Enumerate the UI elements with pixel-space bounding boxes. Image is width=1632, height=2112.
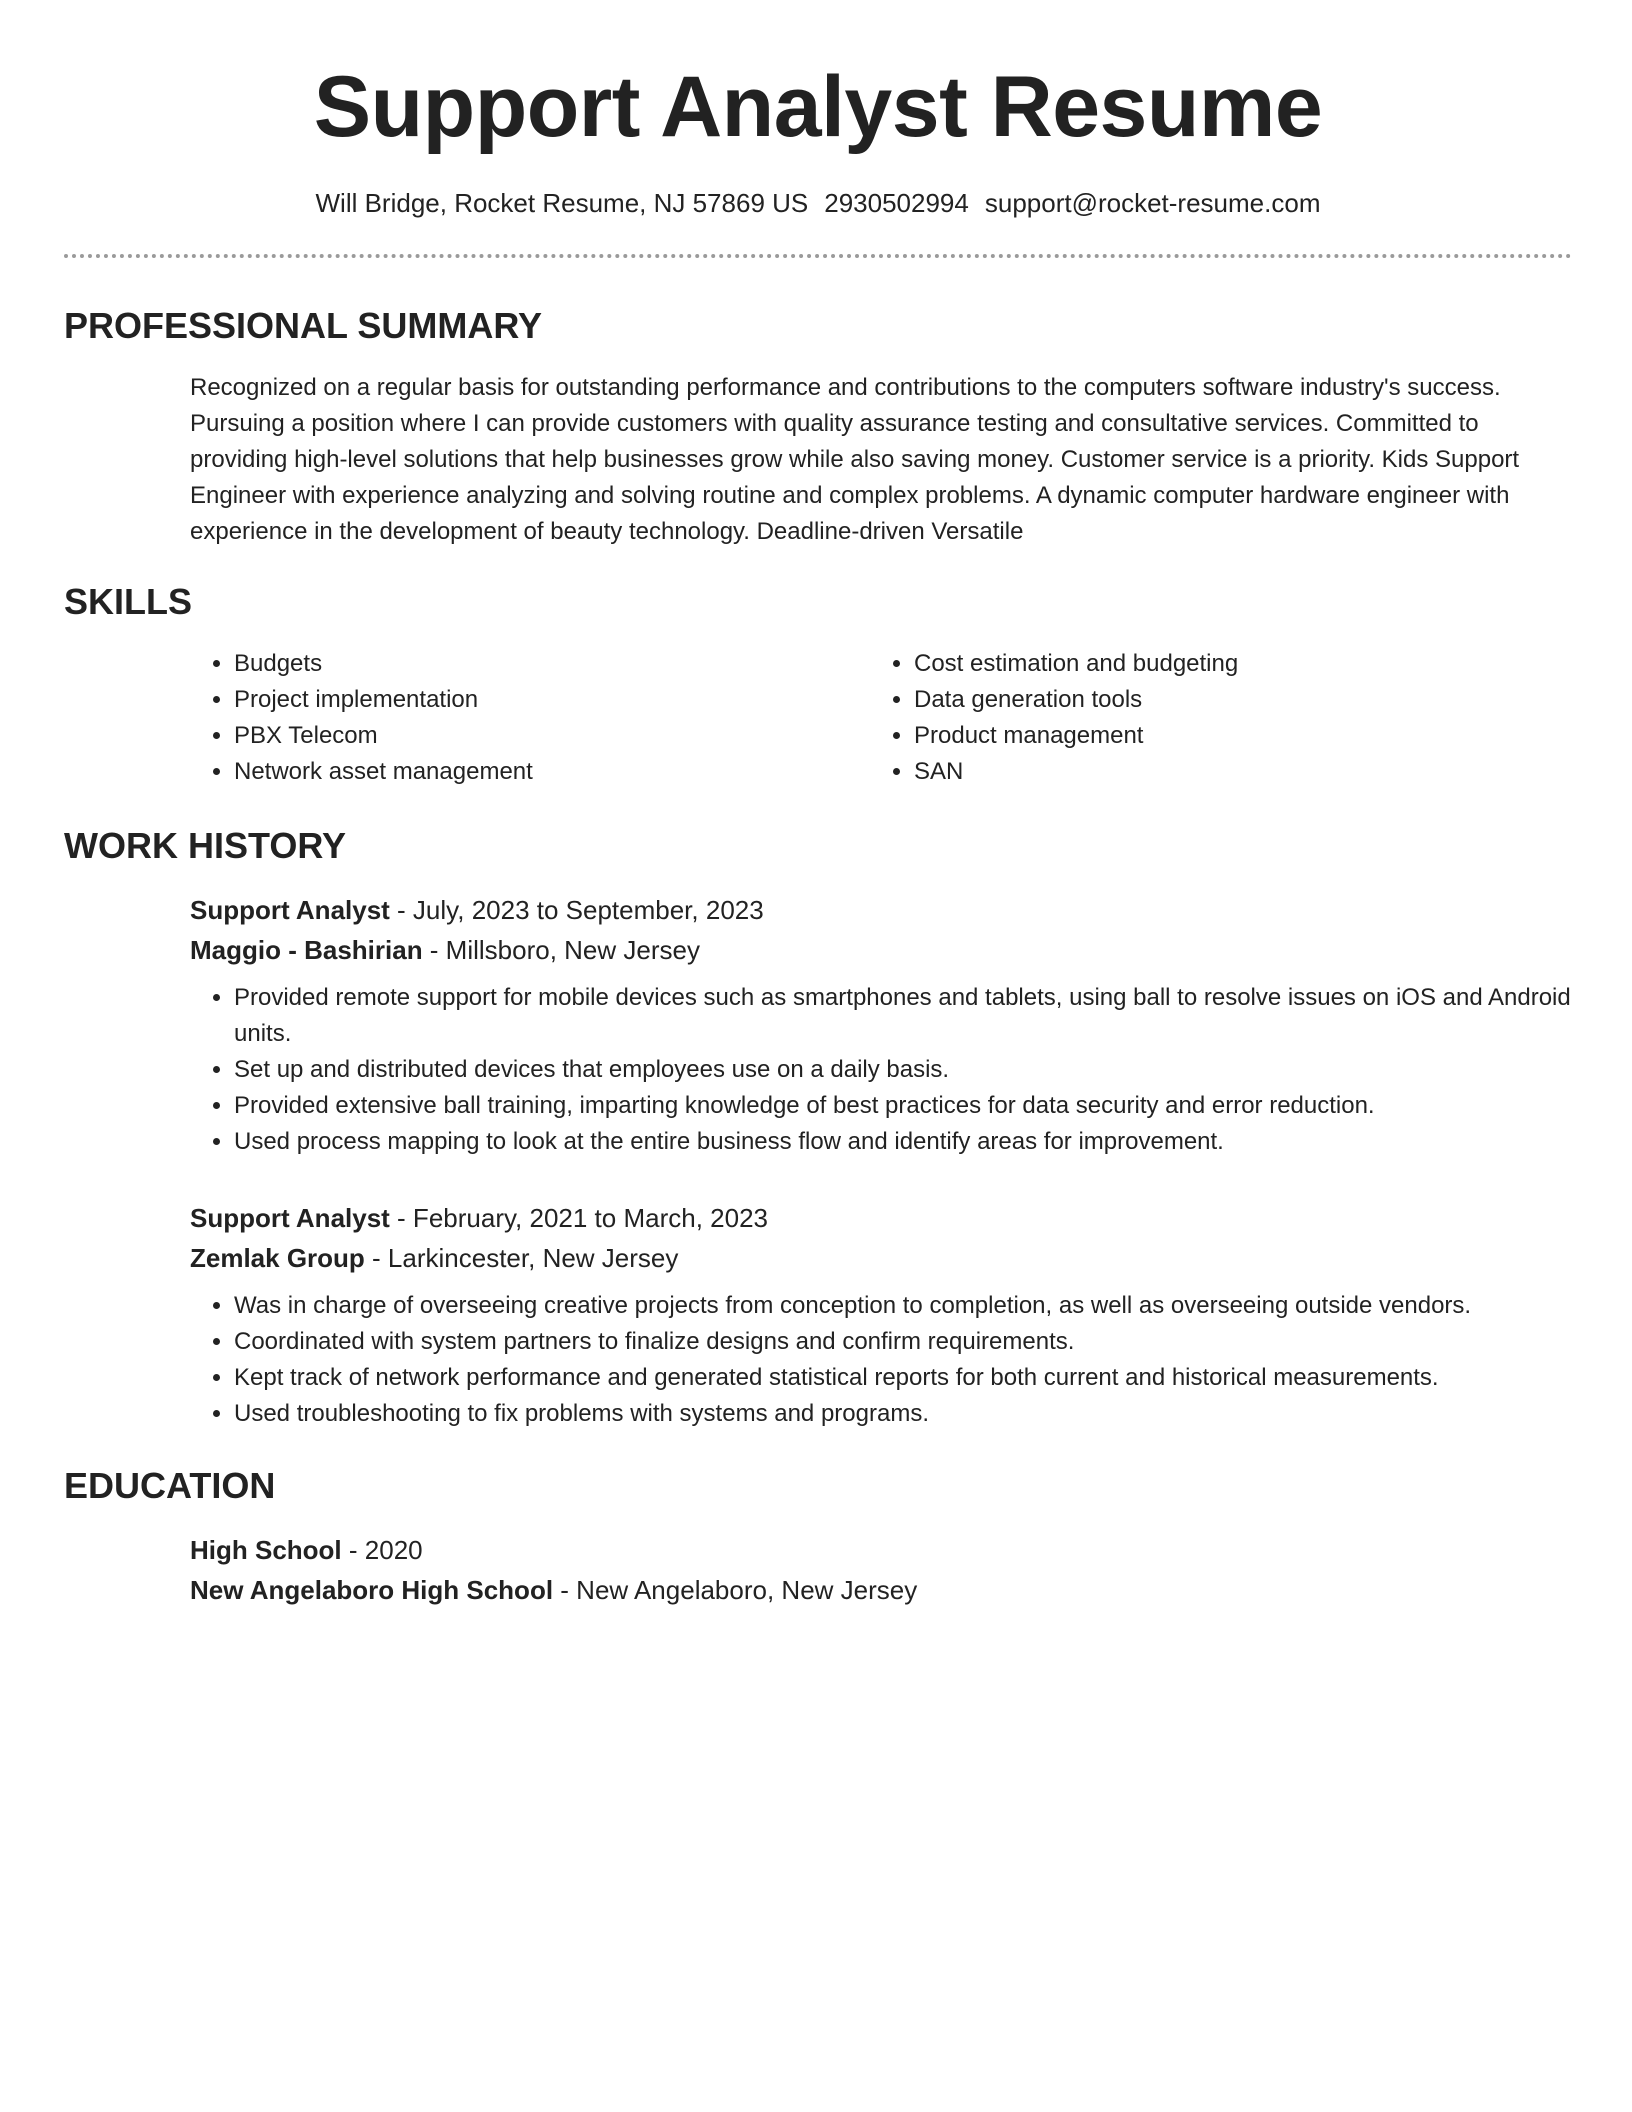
job-entry — [190, 1198, 1572, 1432]
skill-item: • Data generation tools — [914, 682, 1550, 718]
education-school: New Angelaboro High School — [190, 1575, 554, 1605]
skill-item: • Network asset management — [234, 754, 870, 790]
work-history-heading: WORK HISTORY — [64, 825, 347, 866]
job-company-line — [190, 930, 1572, 970]
skills-column-left — [190, 646, 870, 790]
education-year: - 2020 — [341, 1535, 423, 1565]
job-company: Maggio - Bashirian — [190, 935, 423, 965]
skill-item: • PBX Telecom — [234, 718, 870, 754]
skills-heading: SKILLS — [64, 581, 193, 622]
skill-item: • Product management — [914, 718, 1550, 754]
summary-heading: PROFESSIONAL SUMMARY — [64, 305, 543, 346]
job-bullet: • Set up and distributed devices that employees use on a daily basis. — [234, 1052, 1572, 1088]
resume-title: Support Analyst Resume — [313, 59, 1323, 155]
job-company-line — [190, 1238, 1572, 1278]
skill-item: • Cost estimation and budgeting — [914, 646, 1550, 682]
job-location: - Larkincester, New Jersey — [364, 1243, 679, 1273]
job-bullet: • Used process mapping to look at the entire business flow and identify areas for improvement. — [234, 1124, 1572, 1160]
education-heading: EDUCATION — [64, 1465, 276, 1506]
skills-column-right — [870, 646, 1550, 790]
education-school-line — [190, 1570, 1572, 1610]
contact-email: support@rocket-resume.com — [984, 188, 1321, 218]
skill-item: • Budgets — [234, 646, 870, 682]
job-bullets — [190, 1288, 1572, 1432]
contact-address: Will Bridge, Rocket Resume, NJ 57869 US — [315, 188, 809, 218]
job-title-line — [190, 890, 1572, 930]
job-title: Support Analyst — [190, 895, 390, 925]
job-bullet: • Coordinated with system partners to finalize designs and confirm requirements. — [234, 1324, 1572, 1360]
job-title-line — [190, 1198, 1572, 1238]
job-bullet: • Provided remote support for mobile devices such as smartphones and tablets, using ball to resolve issues on iOS and Android units. — [234, 980, 1572, 1052]
skills-list — [190, 646, 1572, 790]
job-bullet: • Was in charge of overseeing creative projects from conception to completion, as well as overseeing outside vendors. — [234, 1288, 1572, 1324]
job-entry — [190, 890, 1572, 1160]
education-entry — [190, 1530, 1572, 1610]
job-company: Zemlak Group — [190, 1243, 365, 1273]
resume-page — [64, 0, 1572, 1610]
job-location: - Millsboro, New Jersey — [422, 935, 700, 965]
job-title: Support Analyst — [190, 1203, 390, 1233]
summary-text: Recognized on a regular basis for outstanding performance and contributions to the computers software industry's success. Pursuing a position where I can provide customers with quality assurance testing and consultative services. Committed to providing high-level solutions that help businesses grow while also saving money. Customer service is a priority. Kids Support Engineer with experience analyzing and solving routine and complex problems. A dynamic computer hardware engineer with experience in the development of beauty technology. Deadline-driven Versatile — [190, 374, 1520, 545]
job-bullet: • Kept track of network performance and generated statistical reports for both current and historical measurements. — [234, 1360, 1572, 1396]
skill-item: • Project implementation — [234, 682, 870, 718]
header-divider — [64, 254, 1572, 258]
education-degree-line — [190, 1530, 1572, 1570]
job-dates: - July, 2023 to September, 2023 — [389, 895, 764, 925]
education-location: - New Angelaboro, New Jersey — [553, 1575, 918, 1605]
skill-item: • SAN — [914, 754, 1550, 790]
job-dates: - February, 2021 to March, 2023 — [389, 1203, 768, 1233]
contact-line — [64, 186, 1572, 220]
job-bullets — [190, 980, 1572, 1160]
job-bullet: • Provided extensive ball training, imparting knowledge of best practices for data security and error reduction. — [234, 1088, 1572, 1124]
contact-phone: 2930502994 — [824, 188, 969, 218]
education-degree: High School — [190, 1535, 342, 1565]
job-bullet: • Used troubleshooting to fix problems with systems and programs. — [234, 1396, 1572, 1432]
